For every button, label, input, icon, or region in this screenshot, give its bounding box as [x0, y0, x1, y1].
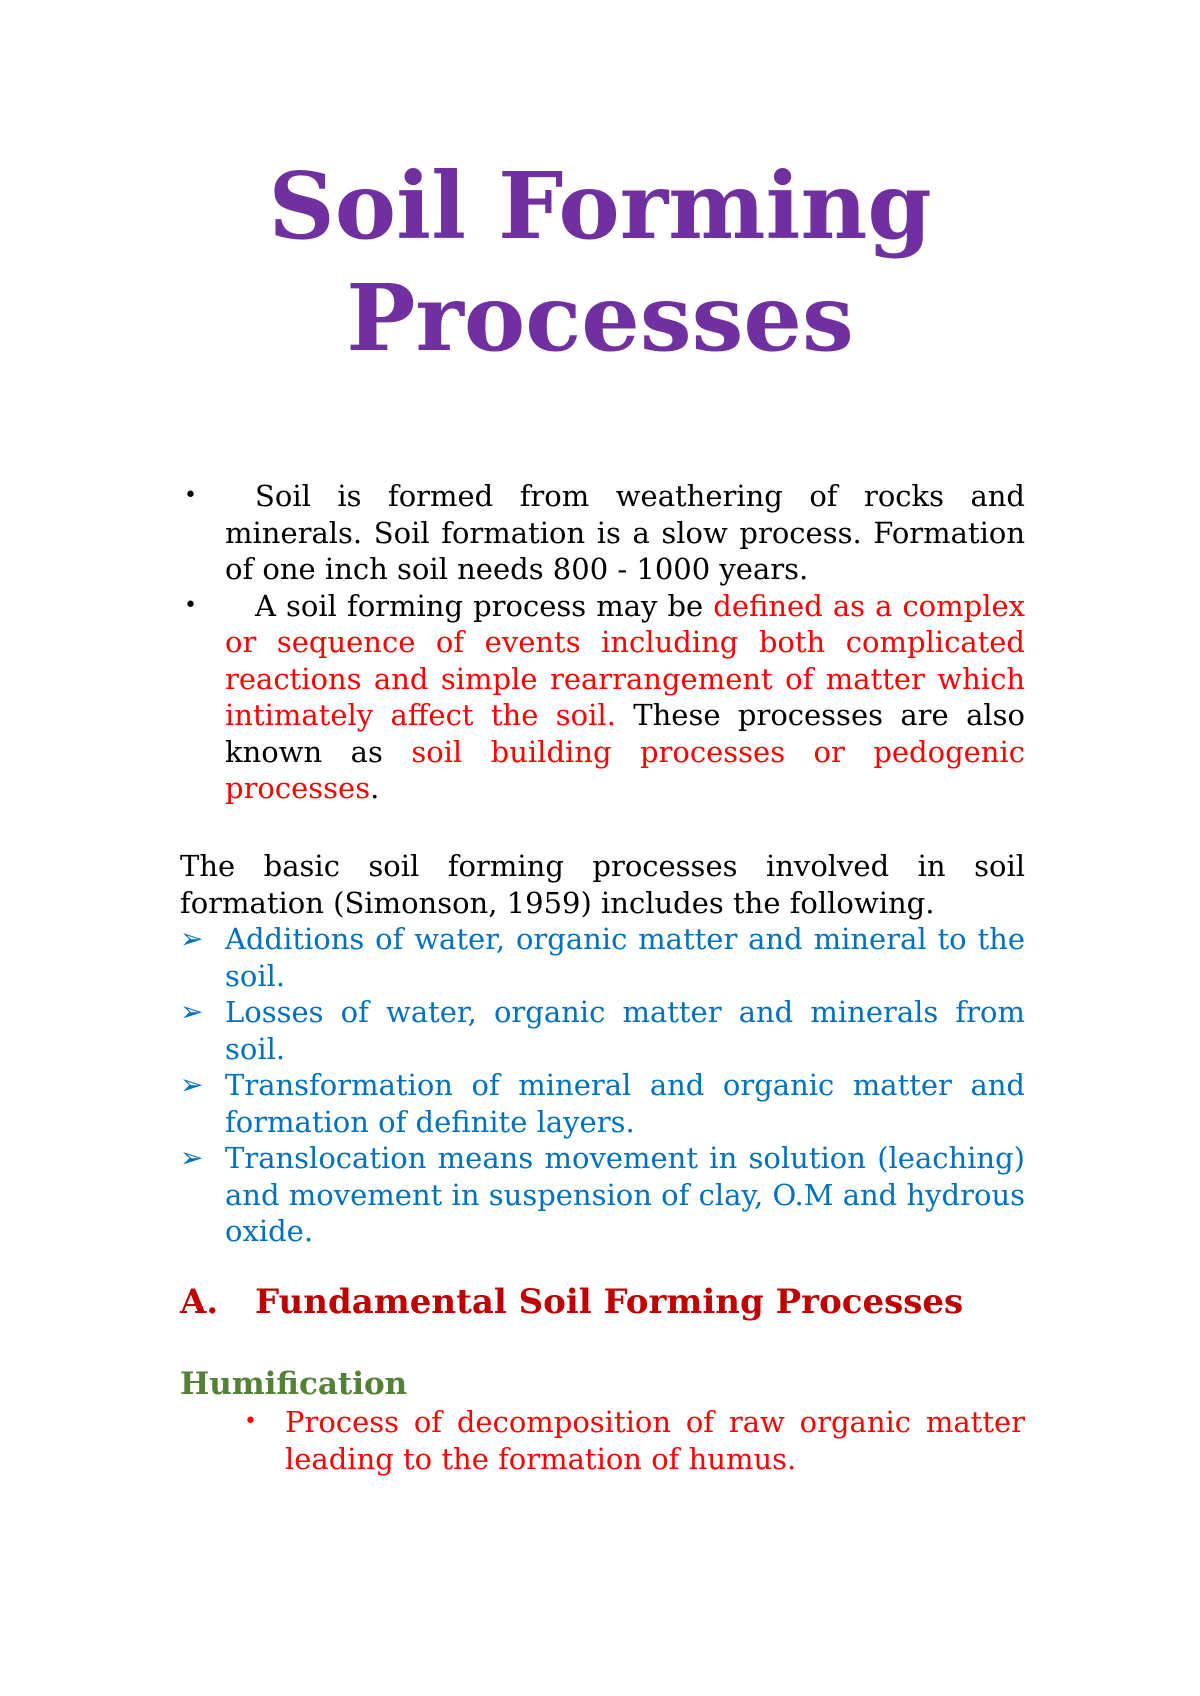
bullet-text: Soil is formed from weathering of rocks and minerals. Soil formation is a slow process. Formation of one inch soil needs 800 - 1000 years. [225, 479, 1025, 586]
term-highlight: soil building processes or pedogenic processes [225, 734, 1025, 805]
intro-bullet-list [180, 478, 1025, 807]
title-line-1: Soil Forming [268, 152, 932, 260]
arrow-bullet-icon: ➢ [180, 995, 204, 1028]
arrow-item-text: Losses of water, organic matter and minerals from soil. [225, 995, 1025, 1066]
list-item [180, 1067, 1025, 1140]
list-item [180, 994, 1025, 1067]
arrow-bullet-icon: ➢ [180, 922, 204, 955]
arrow-bullet-icon: ➢ [180, 1141, 204, 1174]
process-arrow-list [180, 921, 1025, 1250]
list-item [180, 478, 1025, 588]
page-title [0, 150, 1200, 374]
section-title: Fundamental Soil Forming Processes [255, 1282, 964, 1322]
bullet-dot-icon: • [184, 483, 197, 508]
section-heading [180, 1280, 1025, 1324]
arrow-item-text: Transformation of mineral and organic matter and formation of definite layers. [225, 1068, 1025, 1139]
arrow-item-text: Translocation means movement in solution (leaching) and movement in suspension of clay, O.M and hydrous oxide. [225, 1141, 1025, 1248]
title-line-2: Processes [346, 264, 854, 372]
bullet-dot-icon: • [184, 592, 197, 618]
bullet-text-mid: These processes are also known as [225, 698, 1025, 769]
humification-text: Process of decomposition of raw organic matter leading to the formation of humus. [285, 1405, 1025, 1476]
list-item [180, 921, 1025, 994]
humification-list [240, 1404, 1025, 1477]
arrow-bullet-icon: ➢ [180, 1068, 204, 1101]
subheading: Humification [180, 1366, 408, 1402]
bullet-text-end: . [370, 771, 380, 805]
arrow-item-text: Additions of water, organic matter and mineral to the soil. [225, 922, 1025, 993]
list-item [240, 1404, 1025, 1477]
bullet-dot-icon: • [244, 1409, 257, 1434]
bullet-text-lead: A soil forming process may be [255, 588, 714, 623]
list-item [180, 588, 1025, 807]
definition-highlight: defined as a complex or sequence of events including both complicated reactions and simple rearrangement of matter which intimately affect the soil. [225, 588, 1025, 732]
section-letter: A. [180, 1282, 219, 1322]
intro-paragraph: The basic soil forming processes involved in soil formation (Simonson, 1959) includes the following. [180, 849, 1025, 920]
list-item [180, 1140, 1025, 1250]
